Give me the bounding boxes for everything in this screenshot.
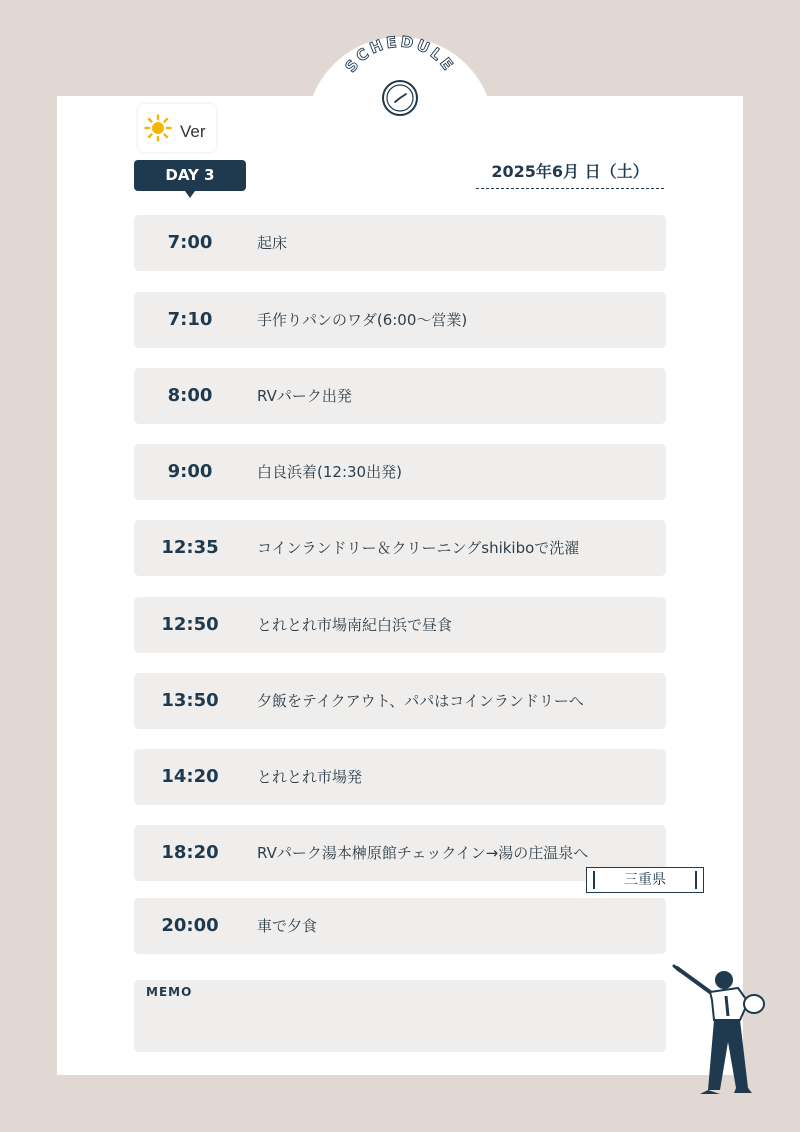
clock-icon bbox=[381, 79, 419, 117]
person-pointing-illustration bbox=[668, 962, 778, 1102]
schedule-row bbox=[134, 673, 666, 729]
row-time: 18:20 bbox=[161, 842, 219, 863]
weather-label: Ver bbox=[180, 122, 206, 141]
row-text: 車で夕食 bbox=[257, 917, 318, 935]
schedule-row bbox=[134, 520, 666, 576]
memo-label: MEMO bbox=[146, 985, 193, 999]
schedule-row bbox=[134, 597, 666, 653]
row-time: 8:00 bbox=[167, 385, 213, 406]
row-time: 7:00 bbox=[167, 232, 213, 253]
row-time: 14:20 bbox=[161, 766, 219, 787]
schedule-row bbox=[134, 898, 666, 954]
row-text: RVパーク出発 bbox=[257, 387, 352, 405]
row-text: とれとれ市場発 bbox=[257, 768, 363, 786]
row-text: 白良浜着(12:30出発) bbox=[257, 463, 402, 481]
row-text: 手作りパンのワダ(6:00～営業) bbox=[257, 311, 468, 329]
location-tag: 三重県 bbox=[586, 867, 704, 893]
row-time: 12:50 bbox=[161, 614, 219, 635]
schedule-row bbox=[134, 292, 666, 348]
row-time: 7:10 bbox=[167, 309, 213, 330]
sun-icon bbox=[144, 114, 172, 142]
schedule-row bbox=[134, 749, 666, 805]
row-text: 起床 bbox=[257, 234, 288, 252]
date-label: 2025年6月 日（土） bbox=[476, 158, 664, 189]
row-time: 12:35 bbox=[161, 537, 219, 558]
row-text: コインランドリー＆クリーニングshikiboで洗濯 bbox=[257, 539, 580, 557]
schedule-row bbox=[134, 444, 666, 500]
day-badge: DAY 3 bbox=[134, 160, 246, 191]
memo-box[interactable] bbox=[134, 980, 666, 1052]
svg-text:SCHEDULE: SCHEDULE bbox=[341, 32, 459, 76]
row-time: 13:50 bbox=[161, 690, 219, 711]
row-text: 夕飯をテイクアウト、パパはコインランドリーへ bbox=[257, 692, 584, 710]
row-time: 9:00 bbox=[167, 461, 213, 482]
row-time: 20:00 bbox=[161, 915, 219, 936]
schedule-row bbox=[134, 215, 666, 271]
row-text: RVパーク湯本榊原館チェックイン→湯の庄温泉へ bbox=[257, 844, 589, 862]
weather-box bbox=[138, 104, 216, 152]
row-text: とれとれ市場南紀白浜で昼食 bbox=[257, 616, 453, 634]
schedule-row bbox=[134, 368, 666, 424]
